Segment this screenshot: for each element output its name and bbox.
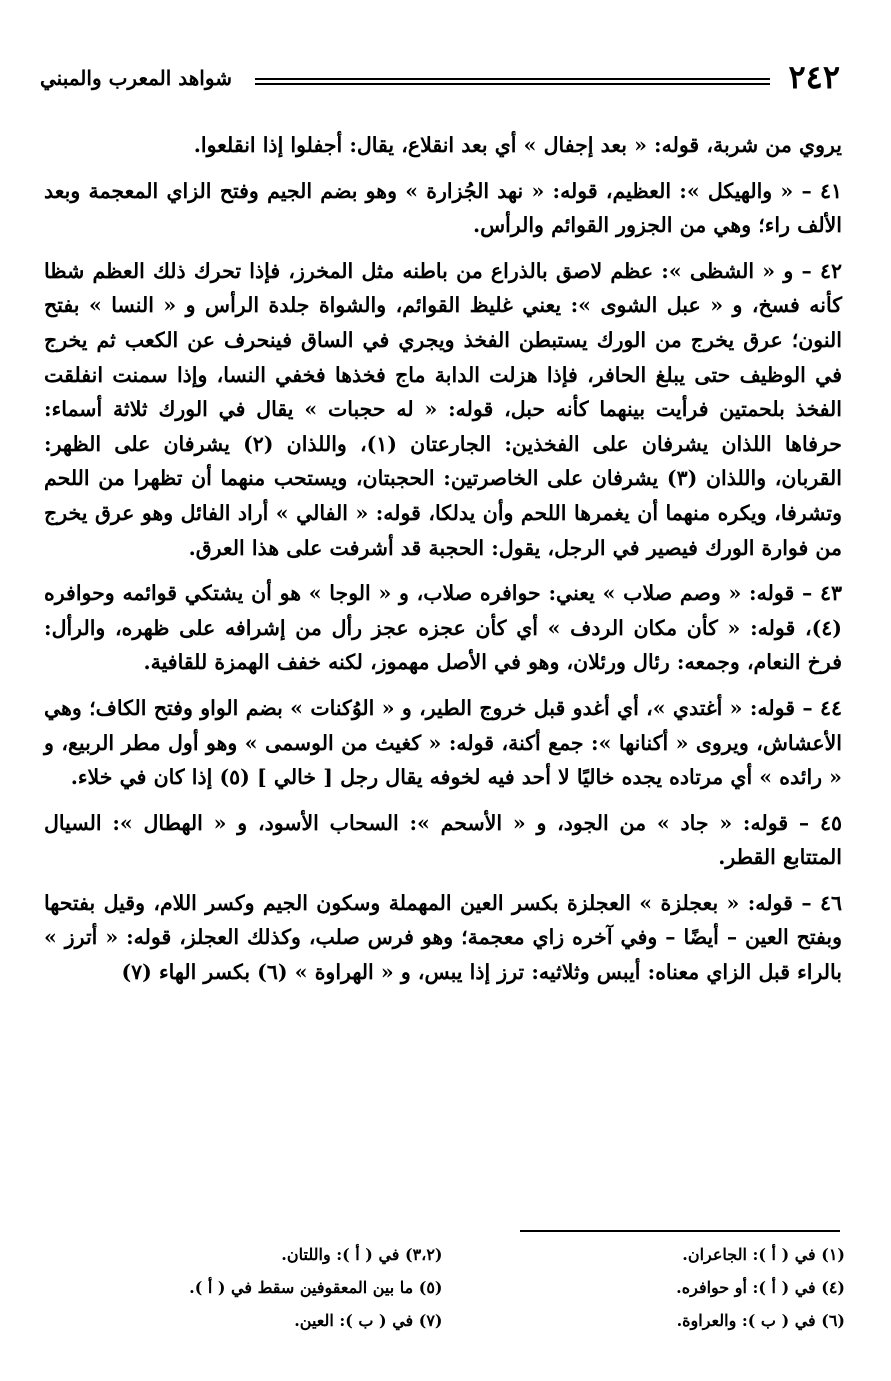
page-header [40,58,840,108]
header-rule-bottom [255,83,770,85]
footnote: (٦) في ( ب ): والعراوة. [676,1311,845,1330]
footnote-row [40,1304,845,1337]
footnote: (٤) في ( أ ): أو حوافره. [676,1278,845,1297]
header-rule-top [255,78,770,80]
paragraph: ٤٦ – قوله: « بعجلزة » العجلزة بكسر العين المهملة وسكون الجيم وكسر اللام، وقيل بفتحها وبفتح العين – أيضًا – وفي آخره زاي معجمة؛ وهو فرس صلب، وكذلك العجلز، قوله: « أترز » بالراء قبل الزاي معناه: أيبس وثلاثيه: ترز إذا يبس، و « الهراوة » (٦) بكسر الهاء (٧) [44,890,842,985]
footnote-separator [520,1230,840,1232]
paragraph: يروي من شربة، قوله: « بعد إجفال » أي بعد انقلاع، يقال: أجفلوا إذا انقلعوا. [193,133,842,157]
footnote: (٧) في ( ب ): العين. [294,1311,443,1330]
footnote-row [40,1271,845,1304]
main-text [44,128,842,1001]
paragraph: ٤٤ – قوله: « أغتدي »، أي أغدو قبل خروج الطير، و « الوُكنات » بضم الواو وفتح الكاف؛ وهي الأعشاش، ويروى « أكنانها »: جمع أكنة، قوله: « كغيث من الوسمى » وهو أول مطر الربيع، و « رائده » أي مرتاده يجده خاليًا لا أحد فيه لخوفه يقال رجل [ خالي ] (٥) إذا كان في خلاء. [44,695,842,790]
paragraph: ٤١ – « والهيكل »: العظيم، قوله: « نهد الجُزارة » وهو بضم الجيم وفتح الزاي المعجمة وبعد الألف راء؛ وهي من الجزور القوائم والرأس. [44,178,842,238]
footnote: (٣،٢) في ( أ ): واللتان. [281,1245,443,1264]
paragraph: ٤٥ – قوله: « جاد » من الجود، و « الأسحم »: السحاب الأسود، و « الهطال »: السيال المتتابع القطر. [44,810,842,870]
footnote: (١) في ( أ ): الجاعران. [682,1245,845,1264]
paragraph: ٤٣ – قوله: « وصم صلاب » يعني: حوافره صلاب، و « الوجا » هو أن يشتكي قوائمه وحوافره (٤)، قوله: « كأن مكان الردف » أي كأن عجزه عجز رأل من إشرافه على ظهره، والرأل: فرخ النعام، وجمعه: رئال ورئلان، وهو في الأصل مهموز، لكنه خفف الهمزة للقافية. [44,581,842,675]
footnote-row [40,1238,845,1271]
page-number: ٢٤٢ [788,58,840,96]
footnote: (٥) ما بين المعقوفين سقط في ( أ ). [189,1278,443,1297]
footnotes [40,1238,845,1337]
paragraph: ٤٢ – و « الشظى »: عظم لاصق بالذراع من باطنه مثل المخرز، فإذا تحرك ذلك العظم شظا كأنه فسخ، و « عبل الشوى »: يعني غليظ القوائم، والشواة جلدة الرأس و « النسا » بفتح النون؛ عرق يخرج من الورك يستبطن الفخذ ويجري في الساق فينحرف عن الكعب ثم يخرج في الوظيف حتى يبلغ الحافر، فإذا هزلت الدابة ماج فخذها فخفي النسا، وإذا سمنت انفلقت الفخذ بلحمتين فرأيت بينهما كأنه حبل، قوله: « له حجبات » يقال في الورك ثلاثة أسماء: حرفاها اللذان يشرفان على الفخذين: الجارعتان (١)، واللذان (٢) يشرفان على الظهر: القربان، واللذان (٣) يشرفان على الخاصرتين: الحجبتان، ويستحب منهما أن تظهرا من اللحم وتشرفا، ويكره منهما أن يغمرها اللحم وأن يدلكا، قوله: « الفالي » أراد الفائل وهو عرق يخرج من فوارة الورك فيصير في الرجل، يقول: الحجبة قد أشرفت على هذا العرق. [44,258,842,560]
running-title: شواهد المعرب والمبني [40,66,232,90]
